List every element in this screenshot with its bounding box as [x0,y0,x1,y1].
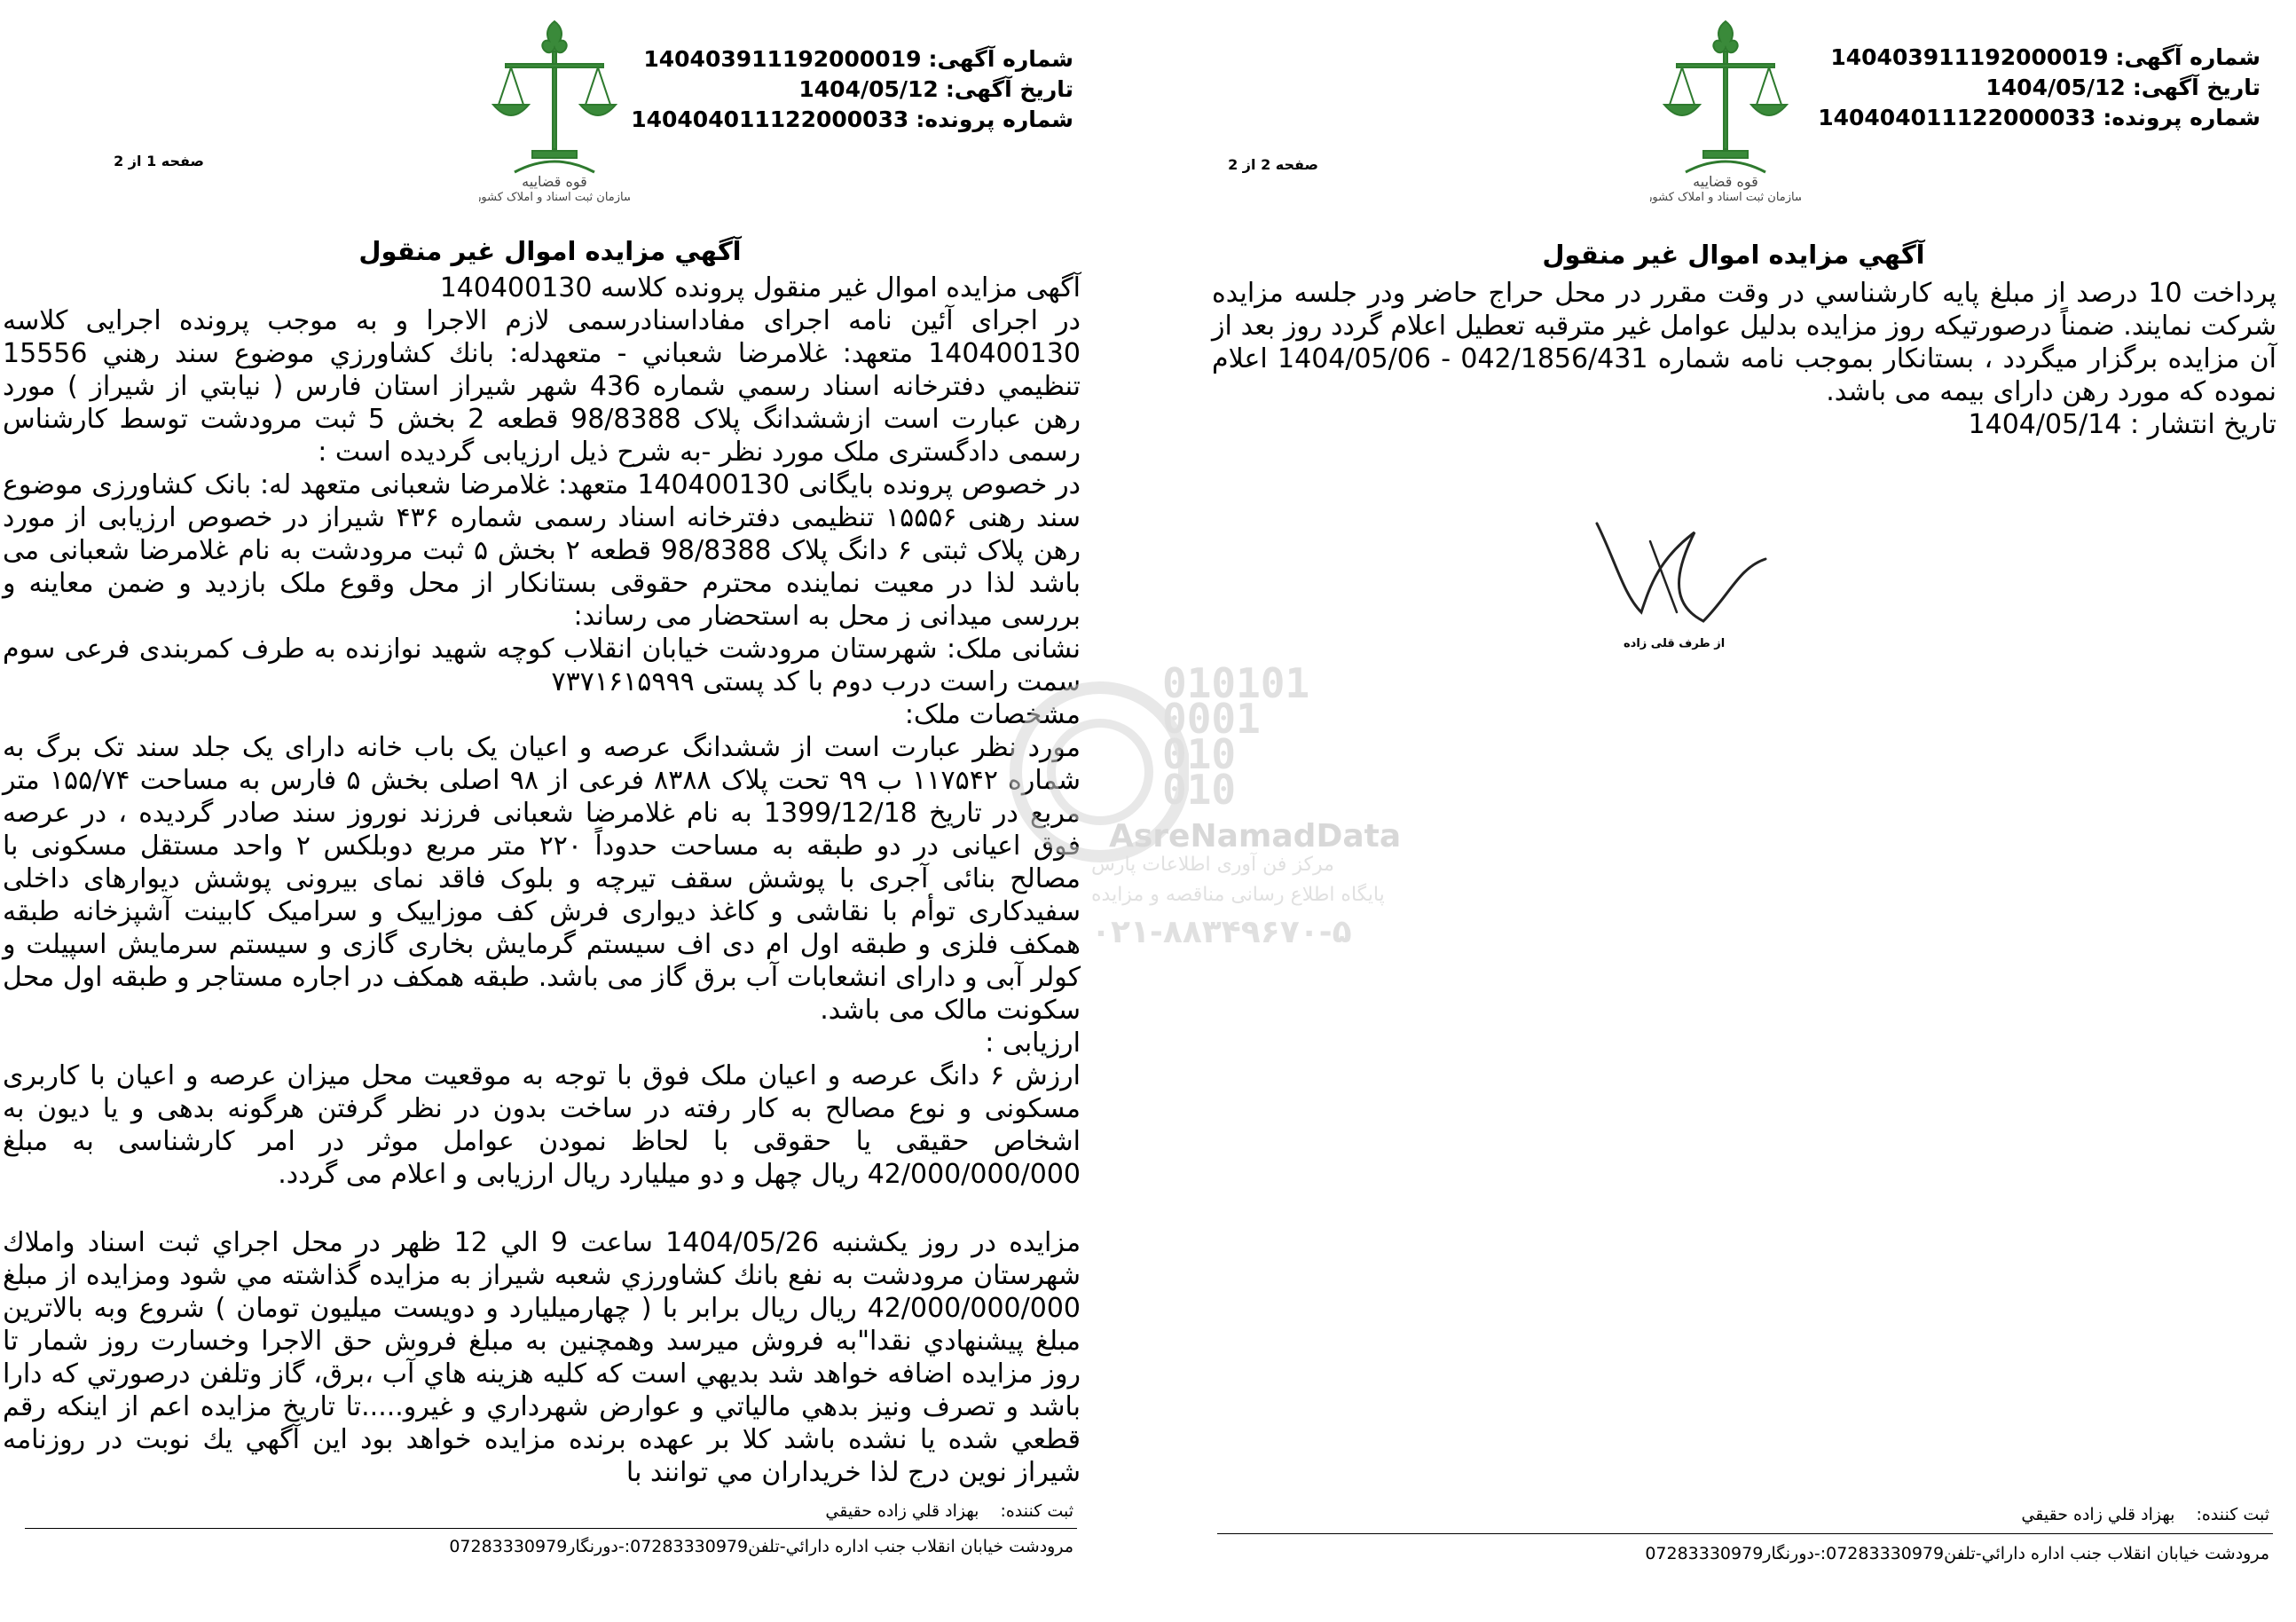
ad-header-meta [631,44,1073,135]
ad-date: 1404/05/12 [798,76,939,102]
judiciary-scales-emblem-icon [1650,9,1801,204]
publish-date: تاریخ انتشار : 1404/05/14 [1968,409,2276,440]
paragraph: پرداخت 10 درصد از مبلغ پايه كارشناسي در وقت مقرر در محل حراج حاضر ودر جلسه مزايده شركت نمايند. ضمناً درصورتيكه روز مزايده بدليل عوامل غير مترقبه تعطيل اعلام گردد روز بعد از آن مزايده برگزار ميگردد ، بستانکار بموجب نامه شماره 042/1856/431 - 1404/05/06 اعلام نموده که مورد رهن دارای بیمه می باشد. [1212,278,2276,407]
ad-number-label: شماره آگهی: [928,46,1073,72]
watermark-digit-row: 010 [1162,766,1237,814]
ad-number: 140403911192000019 [1830,44,2109,70]
section-heading: مشخصات ملک: [904,699,1081,730]
ad-page-1 [0,0,1100,1622]
ad-page-2 [1171,0,2296,1622]
paragraph: ارزش ۶ دانگ عرصه و اعیان ملک فوق با توجه به موقعیت محل میزان عرصه و اعیان با کاربری مسکونی و نوع مصالح به کار رفته در ساخت بدون در نظر گرفتن هرگونه بدهی و یا دیون به اشخاص حقیقی یا حقوقی با لحاظ نمودن عوامل موثر در امر کارشناسی به مبلغ 42/000/000/000 ریال چهل و دو میلیارد ریال ارزیابی و اعلام می گردد. [3,1060,1081,1190]
ad-date-label: تاریخ آگهی: [945,76,1073,102]
watermark-subtitle: پایگاه اطلاع رسانی مناقصه و مزایده [1091,884,1385,906]
watermark-subtitle: مرکز فن آوری اطلاعات پارس [1091,854,1334,876]
registrar-label: ثبت كننده: [2196,1505,2269,1524]
paragraph: نشانی ملک: شهرستان مرودشت خیابان انقلاب کوچه شهید نوازنده به طرف کمربندی فرعی سوم سمت راست درب دوم با کد پستی ۷۳۷۱۶۱۵۹۹۹ [3,634,1081,697]
ad-number: 140403911192000019 [643,46,922,72]
signature [1561,506,1792,665]
ad-date-label: تاریخ آگهی: [2132,75,2261,100]
footer-address: مرودشت خيابان انقلاب جنب اداره دارائي-تلفن07283330979:-دورنگار07283330979 [1645,1544,2269,1563]
ad-title: آگهي مزايده اموال غير منقول [1542,240,1925,270]
watermark-digit-row: 0001 [1162,695,1261,743]
paragraph: مورد نظر عبارت است از ششدانگ عرصه و اعیان یک باب خانه دارای یک جلد سند تک برگ به شماره ۱۱۷۵۴۲ ب ۹۹ تحت پلاک ۸۳۸۸ فرعی از ۹۸ اصلی بخش ۵ فارس به مساحت ۱۵۵/۷۴ متر مربع در تاریخ 1399/12/18 به نام غلامرضا شعبانی فرزند نوروز سند صادر گردیده ، در عرصه فوق اعیانی در دو طبقه به مساحت حدوداً ۲۲۰ متر مربع دوبلکس ۲ واحد مستقل مسکونی با مصالح بنائی آجری با پوشش سقف تیرچه و بلوک فاقد نمای بیرونی پوشش دیوارهای داخلی سفیدکاری توأم با نقاشی و کاغذ دیواری فرش کف موزاییک و سرامیک کابینت آشپزخانه طبقه همکف فلزی و طبقه اول ام دی اف سیستم گرمایش بخاری گازی و سیستم سرمایش اسپیلت و کولر آبی و دارای انشعابات آب برق گاز می باشد. طبقه همکف در اجاره مستاجر و طبقه اول محل سکونت مالک می باشد. [3,732,1081,1026]
footer-divider [25,1528,1077,1529]
paragraph: در خصوص پرونده بایگانی 140400130 متعهد: غلامرضا شعبانی متعهد له: بانک کشاورزی موضوع سند رهنی ۱۵۵۵۶ تنظیمی دفترخانه اسناد رسمی شماره ۴۳۶ شیراز در خصوص ارزیابی از مورد رهن پلاک ثبتی ۶ دانگ پلاک 98/8388 قطعه ۲ بخش ۵ ثبت مرودشت به نام غلامرضا شعبانی می باشد لذا در معیت نماینده محترم حقوقی بستانکار از محل وقوع ملک بازدید و ضمن معاینه و بررسی میدانی ز محل به استحضار می رساند: [3,469,1081,632]
registrar-label: ثبت كننده: [1000,1501,1073,1521]
ad-body [3,272,1081,1489]
org-text: سازمان ثبت اسناد و املاک کشور [479,191,630,204]
ad-body [1212,277,2276,441]
handwritten-signature-icon [1561,506,1792,648]
registrar-name: بهزاد قلي زاده حقيقي [825,1501,979,1521]
footer-address: مرودشت خيابان انقلاب جنب اداره دارائي-تلفن07283330979:-دورنگار07283330979 [449,1537,1073,1556]
registrar [2021,1505,2269,1524]
ad-title: آگهي مزايده اموال غير منقول [358,236,742,266]
paragraph: در اجرای آئین نامه اجرای مفاداسنادرسمی لازم الاجرا و به موجب پرونده اجرايی كلاسه 140400130 متعهد: غلامرضا شعباني - متعهدله: بانك كشاورزي موضوع سند رهني 15556 تنظيمي دفترخانه اسناد رسمي شماره 436 شهر شيراز استان فارس ( نيابتي از شيراز ) مورد رهن عبارت است ازششدانگ پلاک 98/8388 قطعه 2 بخش 5 ثبت مرودشت توسط کارشناس رسمی دادگستری ملک مورد نظر -به شرح ذیل ارزیابی گردیده است : [3,305,1081,468]
signature-caption: از طرف قلی زاده [1624,637,1726,650]
ad-number-label: شماره آگهی: [2115,44,2261,70]
registrar-name: بهزاد قلي زاده حقيقي [2021,1505,2175,1524]
watermark-brand: AsreNamadData [1109,818,1402,854]
page-number: صفحه 2 از 2 [1228,156,1318,173]
registrar [825,1501,1073,1521]
case-number: 140404011122000033 [631,106,909,132]
paragraph: مزايده در روز يكشنبه 1404/05/26 ساعت 9 الي 12 ظهر در محل اجراي ثبت اسناد واملاك شهرستان مرودشت به نفع بانك كشاورزي شعبه شيراز به مزايده گذاشته مي شود ومزايده از مبلغ 42/000/000/000 ريال ريال برابر با ( چهارميليارد و دويست ميليون تومان ) شروع وبه بالاترين مبلغ پيشنهادي نقدا"به فروش ميرسد وهمچنين به مبلغ فروش حق الاجرا وخسارت روز شمار تا روز مزايده اضافه خواهد شد بديهي است كه كليه هزينه هاي آب ،برق، گاز وتلفن درصورتي كه دارا باشد و تصرف ونيز بدهي مالياتي و عوارض شهرداري و غيرو.....تا تاريخ مزايده اعم از اينكه رقم قطعي شده يا نشده باشد كلا بر عهده برنده مزايده خواهد بود اين آگهي يك نوبت در روزنامه شيراز نوين درج لذا خريداران مي توانند با [3,1227,1081,1488]
seal-text: قوه قضاییه [1693,173,1758,190]
case-number: 140404011122000033 [1818,105,2096,130]
spacer [3,1191,1081,1226]
org-text: سازمان ثبت اسناد و املاک کشور [1650,191,1801,204]
watermark-digit-row: 010 [1162,730,1237,778]
section-heading: ارزیابی : [985,1028,1081,1059]
page-number: صفحه 1 از 2 [114,153,204,169]
case-number-label: شماره پرونده: [916,106,1073,132]
case-number-label: شماره پرونده: [2103,105,2261,130]
judiciary-emblem [479,9,630,204]
watermark-digit-row: 010101 [1162,659,1310,707]
seal-text: قوه قضاییه [522,173,587,190]
judiciary-scales-emblem-icon [479,9,630,204]
footer-divider [1217,1533,2273,1534]
paragraph: آگهی مزایده اموال غیر منقول پرونده کلاسه 140400130 [439,272,1081,303]
watermark-phone: ۰۲۱-۸۸۳۴۹۶۷۰-۵ [1091,914,1352,950]
ad-header-meta [1818,43,2261,133]
judiciary-emblem [1650,9,1801,204]
ad-date: 1404/05/12 [1985,75,2126,100]
